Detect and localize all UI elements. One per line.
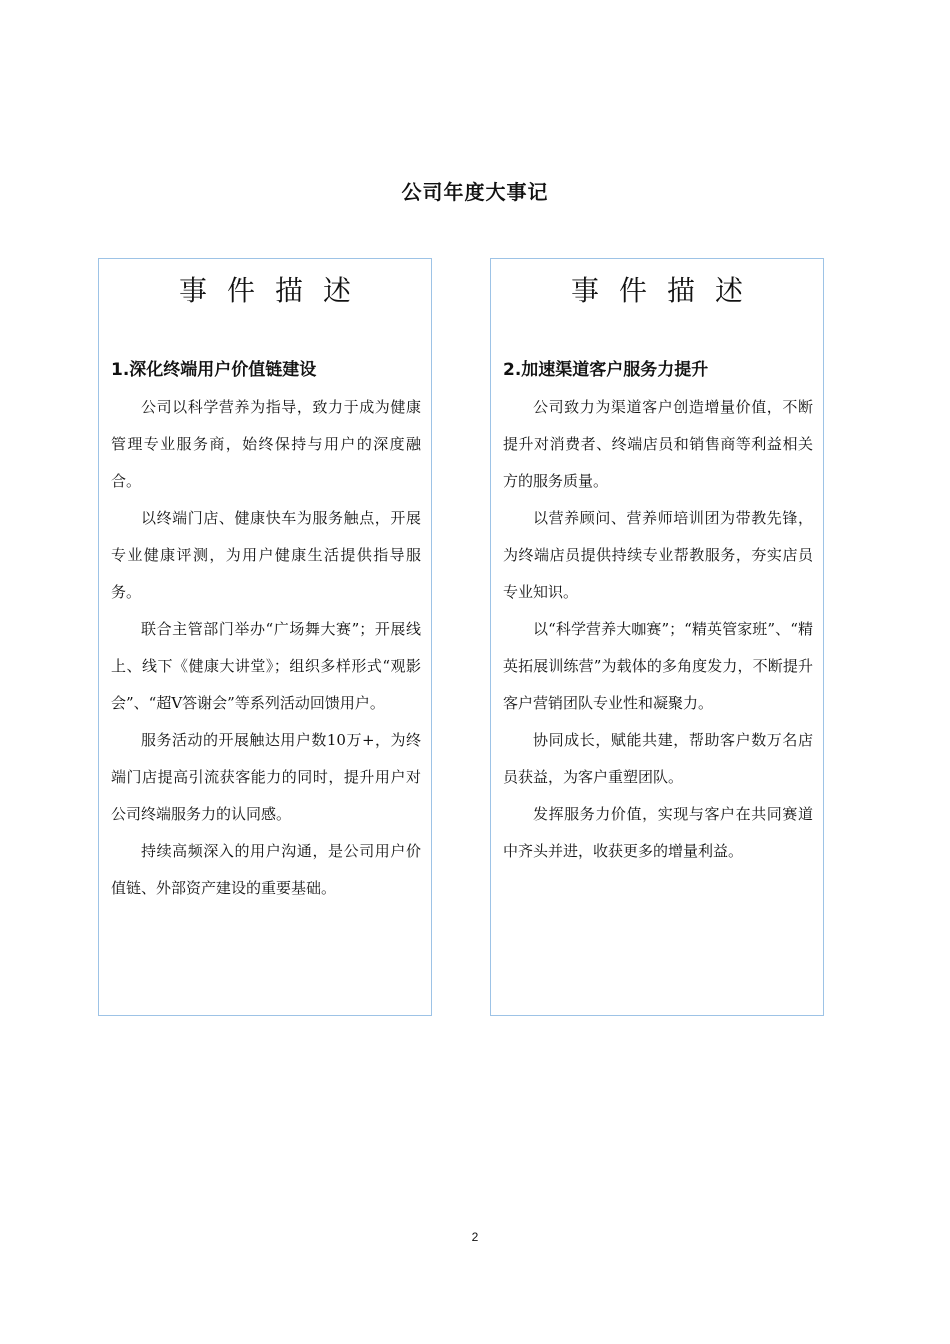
- card-body: [503, 355, 813, 870]
- paragraph: 公司以科学营养为指导，致力于成为健康管理专业服务商，始终保持与用户的深度融合。: [111, 398, 421, 490]
- paragraph: 联合主管部门举办“广场舞大赛”；开展线上、线下《健康大讲堂》；组织多样形式“观影会”、“超Ⅴ答谢会”等系列活动回馈用户。: [111, 620, 421, 712]
- paragraph: 以营养顾问、营养师培训团为带教先锋，为终端店员提供持续专业帮教服务，夯实店员专业知识。: [503, 509, 813, 601]
- paragraph: 以“科学营养大咖赛”；“精英管家班”、“精英拓展训练营”为载体的多角度发力，不断提升客户营销团队专业性和凝聚力。: [503, 620, 813, 712]
- event-card-2: [490, 258, 824, 1016]
- section-title: 1.深化终端用户价值链建设: [111, 360, 317, 380]
- paragraph: 公司致力为渠道客户创造增量价值，不断提升对消费者、终端店员和销售商等利益相关方的服务质量。: [503, 398, 813, 490]
- paragraph: 持续高频深入的用户沟通，是公司用户价值链、外部资产建设的重要基础。: [111, 842, 421, 897]
- paragraph: 协同成长，赋能共建，帮助客户数万名店员获益，为客户重塑团队。: [503, 731, 813, 786]
- section-title: 2.加速渠道客户服务力提升: [503, 360, 709, 380]
- page-title: 公司年度大事记: [401, 180, 549, 204]
- paragraph: 服务活动的开展触达用户数10万+，为终端门店提高引流获客能力的同时，提升用户对公司终端服务力的认同感。: [111, 731, 421, 823]
- card-header: 事件描述: [570, 274, 763, 307]
- event-card-1: [98, 258, 432, 1016]
- card-header: 事件描述: [178, 274, 371, 307]
- card-body: [111, 355, 421, 907]
- page-number: 2: [471, 1230, 479, 1244]
- paragraph: 发挥服务力价值，实现与客户在共同赛道中齐头并进，收获更多的增量利益。: [503, 805, 813, 860]
- paragraph: 以终端门店、健康快车为服务触点，开展专业健康评测，为用户健康生活提供指导服务。: [111, 509, 421, 601]
